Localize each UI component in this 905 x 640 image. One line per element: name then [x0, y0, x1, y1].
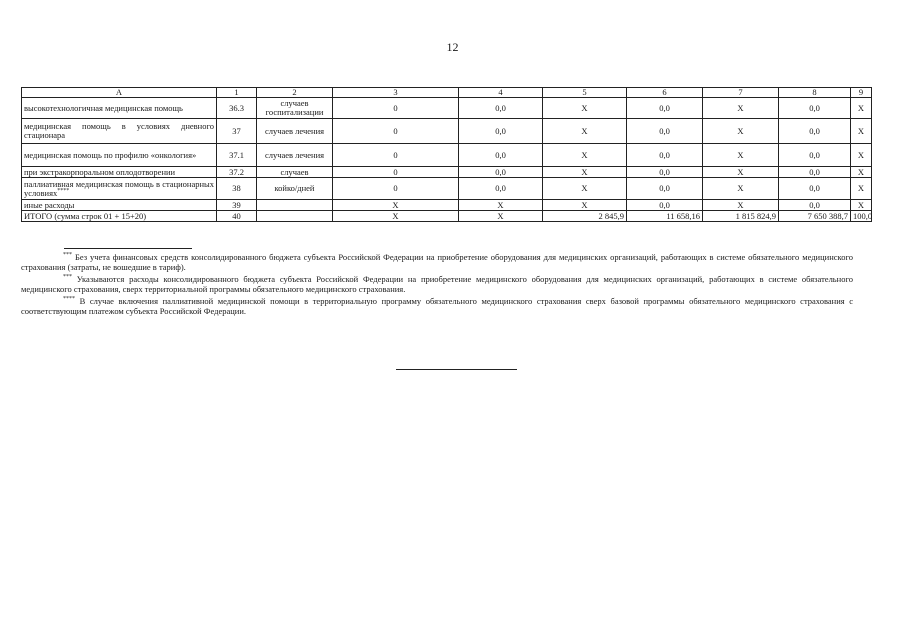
row-code: 37 [217, 119, 257, 144]
footnote-mark: **** [57, 187, 70, 194]
cell-col9: X [851, 144, 872, 167]
table-row-total [22, 211, 872, 222]
row-label: медицинская помощь в условиях дневного стационара [22, 119, 217, 144]
footnotes [21, 252, 853, 318]
footnote-separator [64, 248, 192, 249]
footnote-mark: *** [63, 274, 72, 281]
cell-col9: X [851, 167, 872, 178]
footnote-mark: *** [63, 252, 72, 259]
cell-col5: X [543, 167, 627, 178]
closing-rule [396, 369, 517, 370]
cell-col3: 0 [333, 167, 459, 178]
footnote-item [21, 296, 853, 316]
header-cell: 4 [459, 88, 543, 98]
header-cell: 7 [703, 88, 779, 98]
footnote-text: Без учета финансовых средств консолидированного бюджета субъекта Российской Федерации на приобретение оборудования для медицинских организаций, работающих в системе обязательного медицинского страхования (затраты, не вошедшие в тариф). [21, 252, 853, 272]
cell-col7: X [703, 98, 779, 119]
header-cell: 9 [851, 88, 872, 98]
cell-col9: X [851, 119, 872, 144]
table-row [22, 144, 872, 167]
cell-col8: 0,0 [779, 119, 851, 144]
cell-col7: X [703, 178, 779, 200]
row-code: 39 [217, 200, 257, 211]
header-cell: 6 [627, 88, 703, 98]
row-label: иные расходы [22, 200, 217, 211]
cell-col5: X [543, 178, 627, 200]
cell-col6: 0,0 [627, 200, 703, 211]
cell-col6: 0,0 [627, 178, 703, 200]
cell-col4: X [459, 200, 543, 211]
cell-col8: 0,0 [779, 98, 851, 119]
cell-col5: X [543, 200, 627, 211]
cell-col7: X [703, 119, 779, 144]
cell-col8: 0,0 [779, 167, 851, 178]
cell-col5: X [543, 98, 627, 119]
table-row [22, 200, 872, 211]
row-unit: случаев лечения [257, 119, 333, 144]
row-code: 40 [217, 211, 257, 222]
cell-col6: 0,0 [627, 119, 703, 144]
cell-col6: 11 658,16 [627, 211, 703, 222]
cell-col6: 0,0 [627, 167, 703, 178]
header-cell: 1 [217, 88, 257, 98]
cell-col4: 0,0 [459, 178, 543, 200]
cell-col8: 0,0 [779, 178, 851, 200]
footnote-text: В случае включения паллиативной медицинской помощи в территориальную программу обязательного медицинского страхования сверх базовой программы обязательного медицинского страхования с соответствующим платежом субъекта Российской Федерации. [21, 296, 854, 316]
cell-col9: X [851, 178, 872, 200]
cell-col5: X [543, 119, 627, 144]
cell-col3: X [333, 211, 459, 222]
row-label: паллиативная медицинская помощь в стационарных условиях**** [22, 178, 217, 200]
row-label: ИТОГО (сумма строк 01 + 15+20) [22, 211, 217, 222]
cell-col4: 0,0 [459, 144, 543, 167]
cell-col8: 0,0 [779, 200, 851, 211]
row-label: высокотехнологичная медицинская помощь [22, 98, 217, 119]
row-unit: случаев госпитализации [257, 98, 333, 119]
cell-col4: X [459, 211, 543, 222]
table-row [22, 167, 872, 178]
cell-col5: X [543, 144, 627, 167]
cell-col3: X [333, 200, 459, 211]
cell-col4: 0,0 [459, 167, 543, 178]
row-unit: случаев [257, 167, 333, 178]
cell-col6: 0,0 [627, 144, 703, 167]
cell-col7: 1 815 824,9 [703, 211, 779, 222]
header-cell: 5 [543, 88, 627, 98]
table-row [22, 98, 872, 119]
row-code: 37.1 [217, 144, 257, 167]
cell-col6: 0,0 [627, 98, 703, 119]
header-cell: 3 [333, 88, 459, 98]
cell-col8: 7 650 388,7 [779, 211, 851, 222]
table-row [22, 119, 872, 144]
row-label: медицинская помощь по профилю «онкология» [22, 144, 217, 167]
row-unit: койко/дней [257, 178, 333, 200]
header-cell: А [22, 88, 217, 98]
cell-col7: X [703, 200, 779, 211]
cell-col7: X [703, 144, 779, 167]
cell-col3: 0 [333, 178, 459, 200]
cell-col3: 0 [333, 98, 459, 119]
row-code: 37.2 [217, 167, 257, 178]
cell-col5: 2 845,9 [543, 211, 627, 222]
cell-col7: X [703, 167, 779, 178]
cell-col3: 0 [333, 119, 459, 144]
cell-col4: 0,0 [459, 119, 543, 144]
row-code: 36.3 [217, 98, 257, 119]
footnote-item [21, 252, 853, 272]
cell-col9: X [851, 98, 872, 119]
footnote-mark: **** [63, 296, 75, 303]
page-number: 12 [446, 40, 459, 54]
row-label: при экстракорпоральном оплодотворении [22, 167, 217, 178]
footnote-text: Указываются расходы консолидированного бюджета субъекта Российской Федерации на приобретение медицинского оборудования для медицинских организаций, работающих в системе обязательного медицинского страхования, сверх территориальной программы обязательного медицинского страхования. [21, 274, 854, 294]
table-row [22, 178, 872, 200]
cell-col3: 0 [333, 144, 459, 167]
row-unit [257, 211, 333, 222]
header-cell: 2 [257, 88, 333, 98]
expenses-table [21, 87, 872, 222]
cell-col9: 100,0 [851, 211, 872, 222]
row-unit: случаев лечения [257, 144, 333, 167]
row-code: 38 [217, 178, 257, 200]
header-cell: 8 [779, 88, 851, 98]
header-row [22, 88, 872, 98]
cell-col9: X [851, 200, 872, 211]
row-unit [257, 200, 333, 211]
cell-col8: 0,0 [779, 144, 851, 167]
footnote-item [21, 274, 853, 294]
cell-col4: 0,0 [459, 98, 543, 119]
